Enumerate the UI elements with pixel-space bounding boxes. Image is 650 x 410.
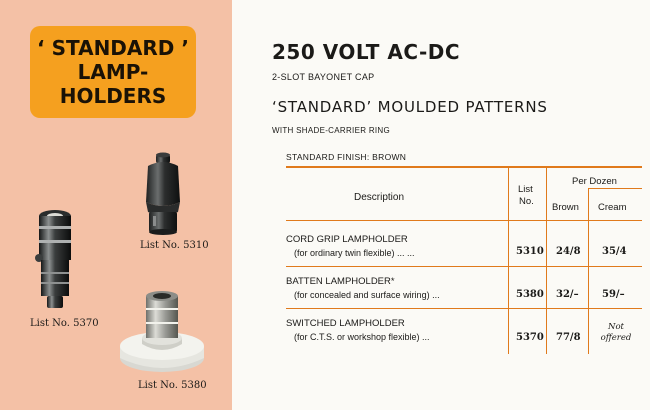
badge-line-1: ‘ STANDARD ’ [37, 36, 189, 60]
lampholder-5370-image [30, 206, 80, 312]
price-table [286, 166, 642, 354]
col-rule-3 [588, 188, 589, 354]
title-badge [30, 26, 196, 118]
header-per-dozen: Per Dozen [572, 176, 617, 187]
lampholder-5310-image [138, 152, 188, 236]
lampholder-5380-image [116, 286, 208, 378]
row-1-name: CORD GRIP LAMPHOLDER [286, 234, 408, 245]
table-top-rule [286, 166, 642, 168]
per-dozen-rule [588, 188, 642, 189]
row-2-name: BATTEN LAMPHOLDER* [286, 276, 395, 287]
row-2-cream: 59/– [602, 289, 625, 300]
section-subheading: WITH SHADE-CARRIER RING [272, 126, 391, 135]
caption-5380: List No. 5380 [138, 380, 207, 391]
col-rule-1 [508, 166, 509, 354]
finish-note: STANDARD FINISH: BROWN [286, 152, 407, 162]
voltage-title: 250 VOLT AC-DC [272, 40, 461, 64]
caption-5370: List No. 5370 [30, 318, 99, 329]
badge-line-2: LAMP- [77, 60, 149, 84]
row-3-name: SWITCHED LAMPHOLDER [286, 318, 405, 329]
row-3-detail: (for C.T.S. or workshop flexible) ... [294, 332, 430, 342]
row-3-cream-2: offered [600, 333, 632, 343]
header-list-2: No. [519, 196, 534, 207]
header-brown: Brown [552, 202, 579, 213]
row-2-list: 5380 [516, 289, 544, 300]
row-3-cream-1: Not [608, 322, 624, 332]
header-description: Description [354, 192, 405, 203]
col-rule-2 [546, 166, 547, 354]
row-1-cream: 35/4 [602, 246, 627, 257]
row-1-list: 5310 [516, 246, 544, 257]
left-panel [0, 0, 232, 410]
right-panel [232, 0, 650, 410]
row-1-brown: 24/8 [556, 246, 581, 257]
badge-line-3: HOLDERS [59, 84, 167, 108]
row-2-brown: 32/– [556, 289, 579, 300]
row-3-list: 5370 [516, 332, 544, 343]
section-heading: ‘STANDARD’ MOULDED PATTERNS [272, 98, 548, 116]
row-3-brown: 77/8 [556, 332, 581, 343]
row-1-detail: (for ordinary twin flexible) ... ... [294, 248, 415, 258]
row-2-detail: (for concealed and surface wiring) ... [294, 290, 440, 300]
caption-5310: List No. 5310 [140, 240, 209, 251]
header-cream: Cream [598, 202, 627, 213]
cap-subtitle: 2-SLOT BAYONET CAP [272, 72, 375, 82]
header-list-1: List [518, 184, 533, 195]
